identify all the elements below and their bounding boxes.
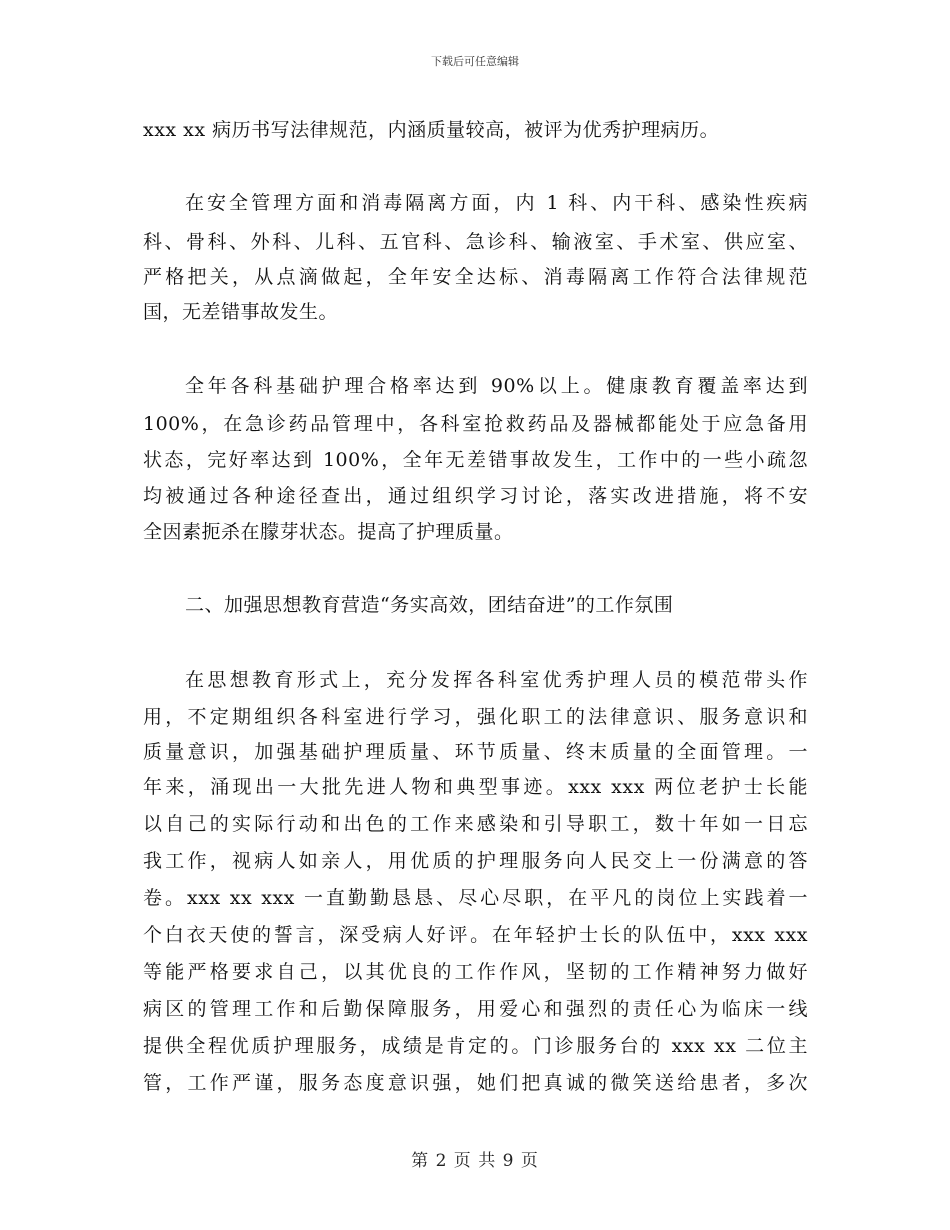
text-line: 严格把关，从点滴做起，全年安全达标、消毒隔离工作符合法律规范: [143, 266, 808, 288]
text-line: 100%，在急诊药品管理中，各科室抢救药品及器械都能处于应急备用: [143, 413, 808, 435]
text-line: 科、骨科、外科、儿科、五官科、急诊科、输液室、手术室、供应室、: [143, 231, 808, 253]
text-line: 卷。xxx xx xxx 一直勤勤恳恳、尽心尽职，在平凡的岗位上实践着一: [143, 887, 808, 909]
text-line: 质量意识，加强基础护理质量、环节质量、终末质量的全面管理。一: [143, 741, 808, 763]
text-line: 管，工作严谨，服务态度意识强，她们把真诚的微笑送给患者，多次: [143, 1072, 808, 1094]
text-line: 提供全程优质护理服务，成绩是肯定的。门诊服务台的 xxx xx 二位主: [143, 1035, 808, 1057]
text-line: 以自己的实际行动和出色的工作来感染和引导职工，数十年如一日忘: [143, 813, 808, 835]
text-line: 我工作，视病人如亲人，用优质的护理服务向人民交上一份满意的答: [143, 850, 808, 872]
page-number: 第 2 页 共 9 页: [411, 1151, 539, 1171]
text-line: 用，不定期组织各科室进行学习，强化职工的法律意识、服务意识和: [143, 706, 808, 728]
text-line: 全因素扼杀在朦芽状态。提高了护理质量。: [143, 521, 514, 543]
text-line: 均被通过各种途径查出，通过组织学习讨论，落实改进措施，将不安: [143, 485, 808, 507]
text-line: 国，无差错事故发生。: [143, 301, 339, 323]
section-heading: 二、加强思想教育营造“务实高效，团结奋进”的工作氛围: [185, 594, 674, 616]
text-line: 年来，涌现出一大批先进人物和典型事迹。xxx xxx 两位老护士长能: [143, 776, 808, 798]
paragraph-first-line: 在安全管理方面和消毒隔离方面，内 1 科、内干科、感染性疾病: [185, 192, 808, 214]
paragraph-first-line: 在思想教育形式上，充分发挥各科室优秀护理人员的模范带头作: [185, 669, 808, 691]
text-line: 状态，完好率达到 100%，全年无差错事故发生，工作中的一些小疏忽: [143, 449, 808, 471]
text-line: xxx xx 病历书写法律规范，内涵质量较高，被评为优秀护理病历。: [143, 119, 720, 141]
page-header: 下载后可任意编辑: [431, 55, 519, 68]
text-line: 病区的管理工作和后勤保障服务，用爱心和强烈的责任心为临床一线: [143, 998, 808, 1020]
paragraph-first-line: 全年各科基础护理合格率达到 90%以上。健康教育覆盖率达到: [185, 375, 808, 397]
text-line: 个白衣天使的誓言，深受病人好评。在年轻护士长的队伍中，xxx xxx: [143, 924, 808, 946]
text-line: 等能严格要求自己，以其优良的工作作风，坚韧的工作精神努力做好: [143, 961, 808, 983]
